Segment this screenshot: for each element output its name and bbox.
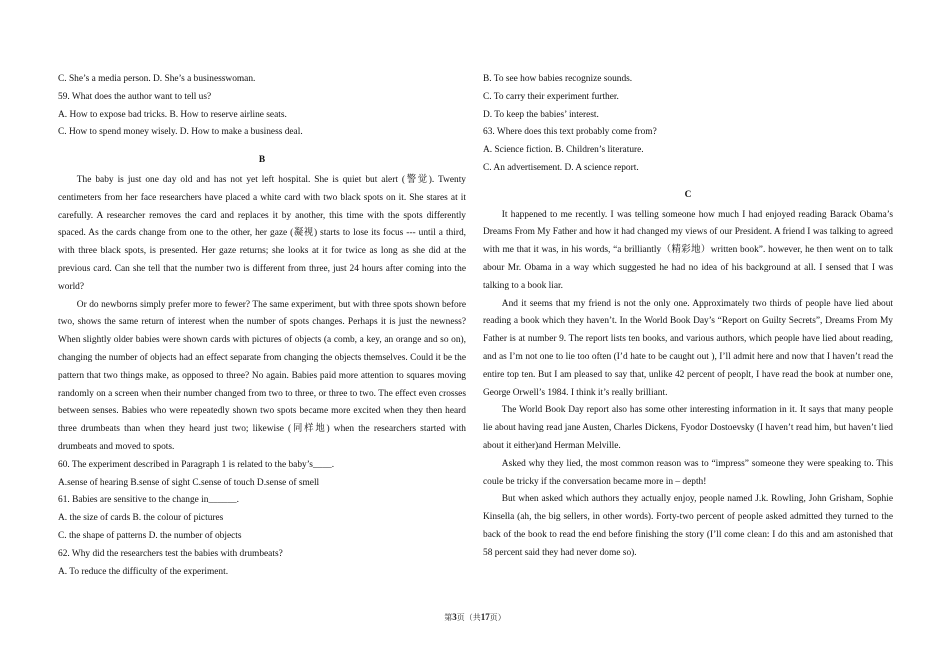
passage-c-paragraph-5: But when asked which authors they actually enjoy, people named J.k. Rowling, John Grisham, Sophie Kinsella (ah, the big sellers, in other words). Forty-two percent of people asked admitted they turned to the back of the book to read the end before finishing the story (I’ll come clean: I do this and am astonished that 58 percent said they had never dome so).: [483, 494, 893, 558]
passage-c-paragraph-3: The World Book Day report also has some other interesting information in it. It says that many people lie about having read jane Austen, Charles Dickens, Fyodor Dostoevsky (I haven’t read him, but haven’t lied about it either)and Herman Melville.: [483, 405, 893, 451]
question-59: 59. What does the author want to tell us?: [58, 91, 212, 102]
question-61: 61. Babies are sensitive to the change in______.: [58, 495, 239, 506]
answer-option-line: C. How to spend money wisely. D. How to make a business deal.: [58, 127, 303, 138]
answer-option-line: C. the shape of patterns D. the number of objects: [58, 530, 242, 541]
footer-prefix: 第: [444, 613, 453, 622]
left-column: [58, 71, 466, 581]
answer-option-line: A. To reduce the difficulty of the experiment.: [58, 566, 229, 577]
answer-option-line: C. An advertisement. D. A science report.: [483, 162, 639, 173]
footer-total-pages: 17: [480, 612, 490, 622]
section-c-title: C: [684, 189, 692, 200]
footer-middle: 页（共: [456, 613, 481, 622]
answer-option-line: A. How to expose bad tricks. B. How to reserve airline seats.: [58, 109, 287, 120]
passage-c-paragraph-1: It happened to me recently. I was telling someone how much I had enjoyed reading Barack Obama’s Dreams From My Father and how it had changed my views of our President. A friend I was talking to agreed with me that it was, in his words, “a brilliantly（精彩地）written book”. however, he then went on to talk abour Mr. Obama in a way which suggested he had no idea of his background at all. I sensed that I was talking to a book liar.: [483, 209, 893, 291]
answer-option-line: C. She’s a media person. D. She’s a businesswoman.: [58, 74, 256, 84]
right-column: [483, 71, 893, 563]
answer-option-line: D. To keep the babies’ interest.: [483, 109, 599, 120]
passage-c-paragraph-4: Asked why they lied, the most common reason was to “impress” someone they were speaking to. This coule be tricky if the conversation became more in – depth!: [483, 458, 893, 487]
passage-c-paragraph-2: And it seems that my friend is not the only one. Approximately two thirds of people have lied about reading a book which they haven’t. In the World Book Day’s “Report on Guilty Secrets”, Dreams From My Father is at number 9. The report lists ten books, and various authors, which people have lied about reading, and as I’m not one to lie too often (I’d hate to be caught out ), I’ll admit here and now that I haven’t read the entire top ten. But I am pleased to say that, unlike 42 percent of peoplt, I have read the book at number one, George Orwell’s 1984. I think it’s really brilliant.: [483, 298, 893, 398]
question-63: 63. Where does this text probably come from?: [483, 127, 657, 138]
passage-b-paragraph-2: Or do newborns simply prefer more to fewer? The same experiment, but with three spots shown before two, shows the same return of interest when the number of spots changes. Perhaps it is just the newness? When slightly older babies were shown cards with pictures of objects (a comb, a key, an orange and so on), changing the number of objects had an effect separate from changing the objects themselves. Could it be the pattern that two things make, as opposed to three? No again. Babies paid more attention to squares moving randomly on a screen when their number changed from two to three, or three to two. The effect even crosses between senses. Babies who were repeatedly shown two spots became more excited when they then heard three drumbeats than when they heard just two; likewise (同样地) when the researchers started with drumbeats and moved to spots.: [58, 299, 466, 452]
question-62: 62. Why did the researchers test the babies with drumbeats?: [58, 548, 283, 559]
page-footer: [0, 612, 950, 623]
answer-option-line: B. To see how babies recognize sounds.: [483, 74, 633, 84]
footer-suffix: 页）: [489, 613, 506, 622]
section-b-title: B: [258, 155, 266, 166]
answer-option-line: C. To carry their experiment further.: [483, 91, 619, 102]
answer-option-line: A. Science fiction. B. Children’s literature.: [483, 145, 644, 156]
answer-option-line: A. the size of cards B. the colour of pictures: [58, 513, 224, 524]
footer-page-number: 3: [452, 612, 457, 622]
question-60: 60. The experiment described in Paragraph 1 is related to the baby’s____.: [58, 459, 335, 470]
answer-option-line: A.sense of hearing B.sense of sight C.sense of touch D.sense of smell: [58, 477, 320, 488]
passage-b-paragraph-1: The baby is just one day old and has not yet left hospital. She is quiet but alert (警觉). Twenty centimeters from her face researchers have placed a white card with two black spots on it. She stares at it carefully. A researcher removes the card and replaces it by another, this time with the spots differently spaced. As the cards change from one to the other, her gaze (凝视) starts to lose its focus --- until a third, with three black spots, is presented. Her gaze returns; she looks at it for twice as long as she did at the previous card. Can she tell that the number two is different from three, just 24 hours after coming into the world?: [58, 174, 466, 292]
